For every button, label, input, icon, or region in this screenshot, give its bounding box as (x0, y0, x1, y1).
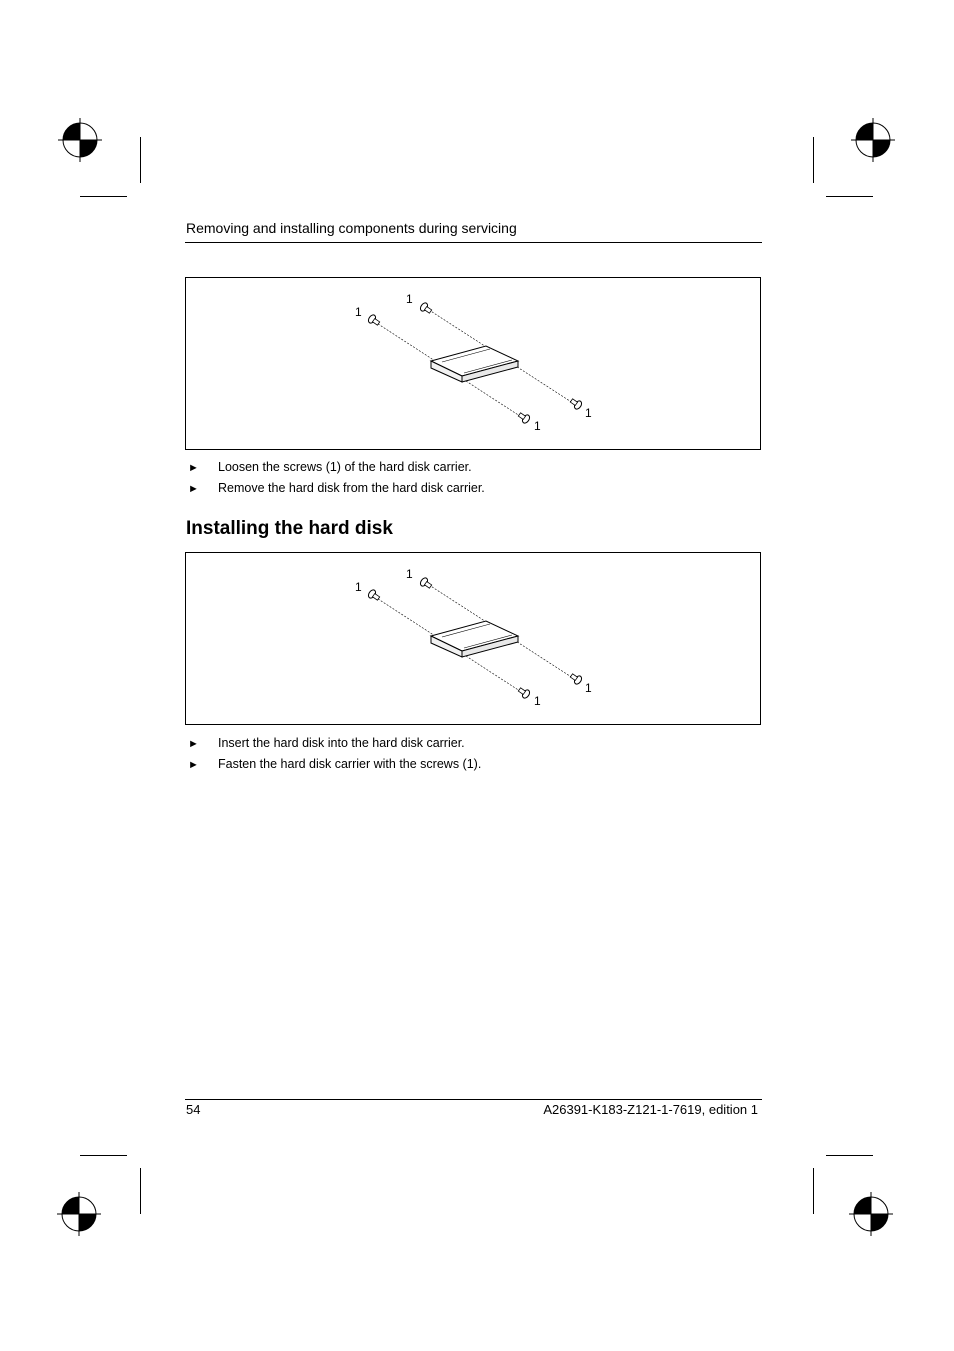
crop-mark (826, 196, 873, 197)
screw-icon (419, 302, 433, 316)
screw-icon (517, 686, 531, 700)
hard-disk-carrier-diagram (186, 553, 760, 724)
callout-label: 1 (406, 292, 413, 306)
list-item (188, 460, 472, 474)
crop-mark (140, 1168, 141, 1214)
step-text: Fasten the hard disk carrier with the screws (1). (218, 757, 482, 771)
callout-label: 1 (534, 419, 541, 433)
screw-icon (367, 314, 381, 328)
page-number: 54 (186, 1102, 201, 1117)
screw-icon (569, 397, 583, 411)
registration-mark-top-left (58, 118, 102, 162)
screw-icon (569, 672, 583, 686)
crop-mark (80, 196, 127, 197)
list-item (188, 757, 481, 771)
callout-label: 1 (585, 406, 592, 420)
registration-mark-bottom-right (849, 1192, 893, 1236)
registration-mark-bottom-left (57, 1192, 101, 1236)
screw-icon (419, 577, 433, 591)
crop-mark (80, 1155, 127, 1156)
document-id: A26391-K183-Z121-1-7619, edition 1 (543, 1102, 758, 1117)
header-rule (185, 242, 762, 243)
callout-label: 1 (534, 694, 541, 708)
list-item (188, 736, 465, 750)
step-text: Remove the hard disk from the hard disk carrier. (218, 481, 485, 495)
crop-mark (826, 1155, 873, 1156)
callout-label: 1 (355, 580, 362, 594)
callout-label: 1 (355, 305, 362, 319)
figure-hard-disk-install (185, 552, 761, 725)
bullet-arrow-icon: ► (188, 759, 199, 771)
crop-mark (813, 1168, 814, 1214)
hard-disk-carrier (431, 346, 518, 382)
bullet-arrow-icon: ► (188, 462, 199, 474)
list-item (188, 481, 485, 495)
bullet-arrow-icon: ► (188, 738, 199, 750)
callout-label: 1 (585, 681, 592, 695)
step-text: Loosen the screws (1) of the hard disk carrier. (218, 460, 472, 474)
registration-mark-top-right (851, 118, 895, 162)
crop-mark (813, 137, 814, 183)
figure-hard-disk-removal (185, 277, 761, 450)
screw-icon (517, 411, 531, 425)
callout-label: 1 (406, 567, 413, 581)
step-text: Insert the hard disk into the hard disk carrier. (218, 736, 465, 750)
screw-icon (367, 589, 381, 603)
footer-rule (185, 1099, 762, 1100)
crop-mark (140, 137, 141, 183)
hard-disk-carrier (431, 621, 518, 657)
bullet-arrow-icon: ► (188, 483, 199, 495)
running-header: Removing and installing components during servicing (186, 220, 517, 236)
hard-disk-carrier-diagram (186, 278, 760, 449)
section-heading: Installing the hard disk (186, 518, 393, 539)
